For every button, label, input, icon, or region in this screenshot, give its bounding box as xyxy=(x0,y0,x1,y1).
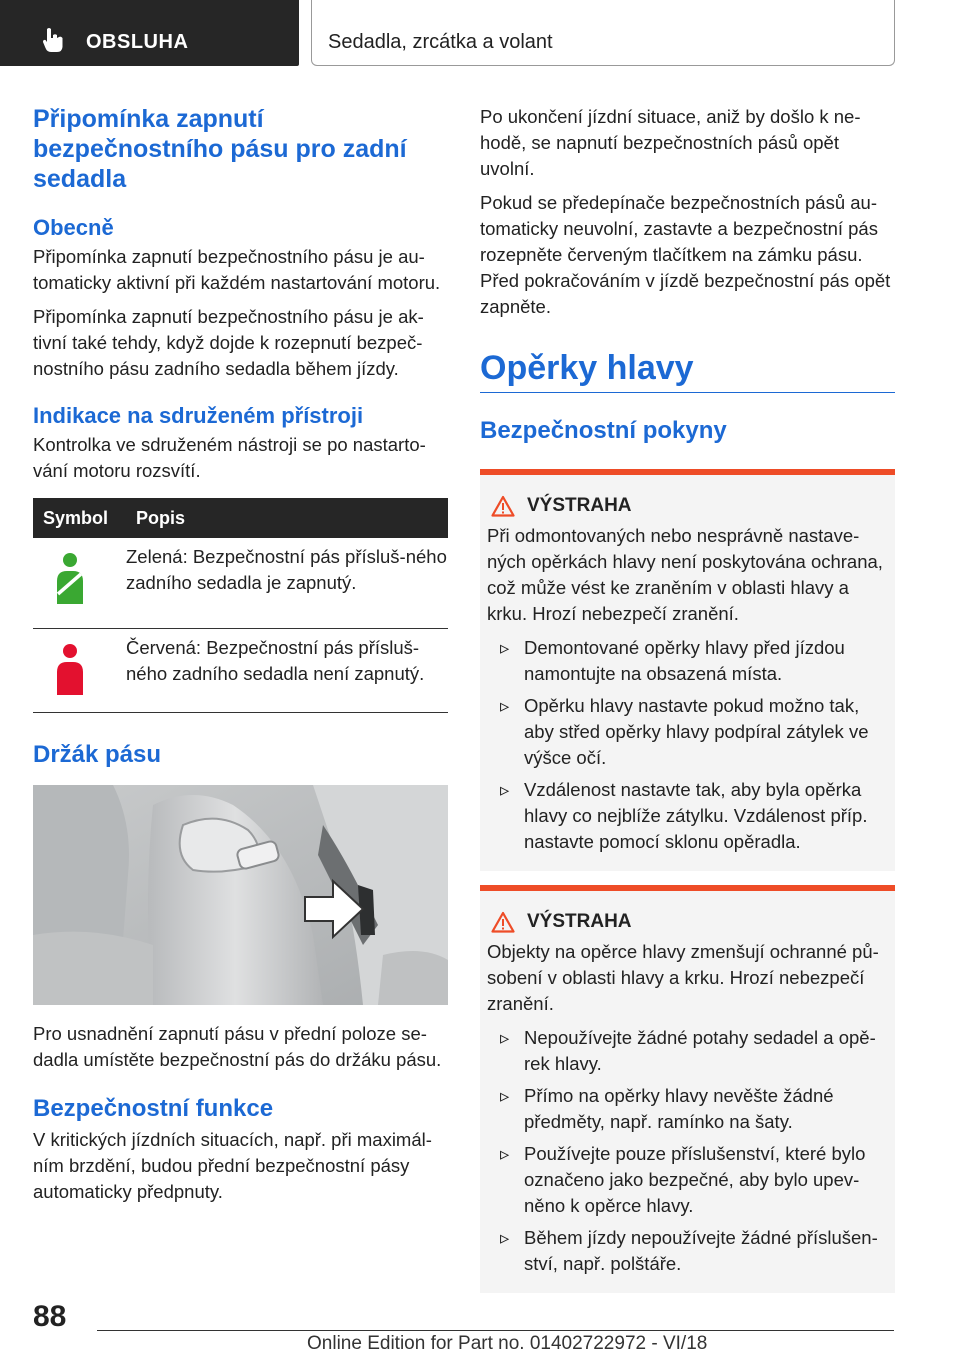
belt-holder-paragraph: Pro usnadnění zapnutí pásu v přední poloze se-dadla umístěte bezpečnostní pás do držáku pásu. xyxy=(33,1022,442,1070)
general-paragraph-2: Připomínka zapnutí bezpečnostního pásu je ak-tivní také tehdy, když dojde k rozepnutí bezpeč-nostního pásu zadního sedadla během jízdy. xyxy=(33,306,424,379)
warning-box-2 xyxy=(480,885,895,1293)
list-item xyxy=(487,1141,889,1219)
page-header xyxy=(0,0,960,66)
list-item-text: Opěrku hlavy nastavte pokud možno tak, aby střed opěrky hlavy podpíral zátylek ve výšce očí. xyxy=(524,695,869,768)
right-paragraph-2: Pokud se předepínače bezpečnostních pásů au-tomaticky neuvolní, zastavte a bezpečnostní pás rozepněte červeným tlačítkem na zámku pásu. Před pokračováním v jízdě bezpečnostní pás opět zapněte. xyxy=(480,192,891,317)
list-item-text: Vzdálenost nastavte tak, aby byla opěrka hlavy co nejblíže zátylku. Vzdálenost příp. nastavte pomocí sklonu opěradla. xyxy=(524,779,868,852)
bullet-triangle-icon: ▹ xyxy=(500,1143,510,1164)
hand-pointer-icon xyxy=(40,26,68,54)
bullet-triangle-icon: ▹ xyxy=(500,1227,510,1248)
list-item xyxy=(487,777,889,855)
table-row xyxy=(33,538,448,628)
bullet-triangle-icon: ▹ xyxy=(500,637,510,658)
bullet-triangle-icon: ▹ xyxy=(500,779,510,800)
column-symbol: Symbol xyxy=(33,498,126,538)
safety-function-heading: Bezpečnostní funkce xyxy=(33,1094,274,1122)
column-description: Popis xyxy=(126,498,448,538)
bullet-triangle-icon: ▹ xyxy=(500,1085,510,1106)
safety-notes-heading: Bezpečnostní pokyny xyxy=(480,417,727,444)
left-column xyxy=(33,104,448,1205)
seatbelt-unfastened-red-icon xyxy=(33,635,126,705)
table-row xyxy=(33,628,448,712)
list-item xyxy=(487,693,889,771)
seatbelt-reminder-title: Připomínka zapnutí bezpečnostního pásu pro zadní sedadla xyxy=(33,105,407,193)
warning-label: VÝSTRAHA xyxy=(527,495,632,516)
symbol-cell xyxy=(33,628,126,712)
page-number: 88 xyxy=(33,1300,67,1333)
warning-title xyxy=(491,493,889,519)
right-paragraph-1: Po ukončení jízdní situace, aniž by došlo k ne-hodě, se napnutí bezpečnostních pásů opět uvolní. xyxy=(480,106,861,179)
symbol-cell xyxy=(33,538,126,628)
section-label: OBSLUHA xyxy=(86,31,189,53)
list-item-text: Nepoužívejte žádné potahy sedadel a opě-rek hlavy. xyxy=(524,1027,876,1074)
headrest-heading: Opěrky hlavy xyxy=(480,349,694,387)
footer-divider xyxy=(97,1330,894,1331)
chapter-tab[interactable] xyxy=(311,0,895,66)
warning-triangle-icon xyxy=(491,495,515,517)
list-item-text: Během jízdy nepoužívejte žádné příslušen-ství, např. polštáře. xyxy=(524,1227,878,1274)
list-item xyxy=(487,635,889,687)
bullet-triangle-icon: ▹ xyxy=(500,695,510,716)
warning-label: VÝSTRAHA xyxy=(527,911,632,932)
list-item xyxy=(487,1025,889,1077)
edition-note: Online Edition for Part no. 01402722972 - VI/18 xyxy=(307,1333,708,1354)
belt-holder-photo xyxy=(33,785,448,1005)
section-tab[interactable] xyxy=(0,0,299,66)
warning-text: Objekty na opěrce hlavy zmenšují ochranné pů-sobení v oblasti hlavy a krku. Hrozí nebezpečí zranění. xyxy=(487,941,879,1014)
warning-text: Při odmontovaných nebo nesprávně nastave-ných opěrkách hlavy není poskytována ochrana, což může vést ke zraněním v oblasti hlavy a krku. Hrozí nebezpečí zranění. xyxy=(487,525,883,624)
table-header-row xyxy=(33,498,448,538)
warning-triangle-icon xyxy=(491,911,515,933)
list-item-text: Přímo na opěrky hlavy nevěšte žádné předměty, např. ramínko na šaty. xyxy=(524,1085,834,1132)
symbol-table xyxy=(33,498,448,713)
indication-paragraph: Kontrolka ve sdruženém nástroji se po nastarto-vání motoru rozsvítí. xyxy=(33,434,426,481)
chapter-label: Sedadla, zrcátka a volant xyxy=(328,31,553,53)
list-item xyxy=(487,1083,889,1135)
right-column xyxy=(480,104,895,1293)
general-paragraph-1: Připomínka zapnutí bezpečnostního pásu je au-tomaticky aktivní při každém nastartování motoru. xyxy=(33,246,441,293)
warning-box-1 xyxy=(480,469,895,871)
description-cell: Červená: Bezpečnostní pás přísluš-ného zadního sedadla není zapnutý. xyxy=(126,628,448,712)
belt-holder-heading: Držák pásu xyxy=(33,740,162,768)
description-cell: Zelená: Bezpečnostní pás přísluš-ného zadního sedadla je zapnutý. xyxy=(126,538,448,628)
indication-heading: Indikace na sdruženém přístroji xyxy=(33,403,364,428)
warning-title xyxy=(491,909,889,935)
headrest-heading-block xyxy=(480,348,895,393)
list-item-text: Demontované opěrky hlavy před jízdou namontujte na obsazená místa. xyxy=(524,637,845,684)
seatbelt-fastened-green-icon xyxy=(33,544,126,614)
general-heading: Obecně xyxy=(33,215,114,240)
list-item-text: Používejte pouze příslušenství, které bylo označeno jako bezpečné, aby bylo upev-něno k opěrce hlavy. xyxy=(524,1143,866,1216)
bullet-triangle-icon: ▹ xyxy=(500,1027,510,1048)
list-item xyxy=(487,1225,889,1277)
safety-function-paragraph: V kritických jízdních situacích, např. při maximál-ním brzdění, budou přední bezpečnostní pásy automaticky předpnuty. xyxy=(33,1128,432,1202)
